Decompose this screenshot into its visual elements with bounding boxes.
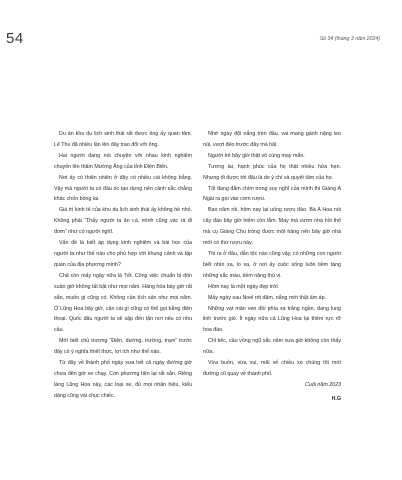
issue-label: Số 34 (tháng 3 năm 2024) bbox=[319, 36, 380, 42]
paragraph: Chả còn mấy ngày nữa là Tết. Công việc chuẩn bị đón xuân giờ không tất bật như mọi năm. Hàng hóa bày giờ rất sẵn, muốn gì cũng có. Không cần tích sản như mọi năm. Ở Lũng Hoa bây giờ, cần cái gì cũng có thể gọi bằng điện thoại. Quốc đâu người ta sẽ sập đến tận nơi nếu có nhu cầu. bbox=[54, 272, 192, 334]
paragraph: Bao năm rồi, hôm nay lại uống rượu đào. Bà A Hoa nói cây đào bây giờ hiếm còn lắm. May mà vườn nhà hồi thổ mà cụ Giàng Chu trồng được một hàng nên bây giờ nhà mới có thứ rượu này. bbox=[203, 207, 341, 247]
left-column bbox=[54, 129, 192, 402]
paragraph: Tối đang đắm chìm trong suy nghĩ của mình thì Giàng A Ngài ra gọi vào cơm rượu. bbox=[203, 185, 341, 203]
paragraph: Những vạt mận ven đồi phía xa trắng ngần, đang lung linh trước gió. Ít ngày nữa cả Lũng Hoa lại thêm rực rỡ hoa đào. bbox=[203, 305, 341, 334]
signature-date: Cuối năm 2023 bbox=[305, 381, 341, 388]
paragraph: Giá trị kinh tế của khu du lịch sinh thái ấy không hề nhỏ. Không phải “Thấy người ta ăn cá, mình cũng vác rá đi đơm” như có người nghĩ. bbox=[54, 207, 192, 236]
paragraph: Thi ra ở đâu, dẫn tộc nào cũng vậy, có những con người biết nhìn xa, lo xa, ở nơi ấy cuộc sống luôn tiềm tàng những sắc màu, tiềm năng thú vị. bbox=[203, 250, 341, 279]
right-column bbox=[203, 129, 341, 405]
signature-author: H.G bbox=[331, 395, 341, 402]
paragraph: Từ đây về thành phố ngày xưa hết cả ngày đường giờ chưa đến giờ xe chạy. Con phương tiện lại rất sẵn. Riêng làng Lũng Hoa này, các loại xe, đủ mọi nhãn hiệu, kiểu dáng cũng vài chục chiếc. bbox=[54, 360, 192, 399]
paragraph: Vấn đề là biết áp dụng kinh nghiệm và bài học của người ta như thế nào cho phù hợp với khung cảnh và tập quán của địa phương mình? bbox=[54, 240, 192, 268]
page-number: 54 bbox=[6, 30, 24, 47]
paragraph: Du án khu du lịch sinh thái rất được ông ấy quan tâm. Lê Thu đã nhiều lần lên đây trao đổi với ông. bbox=[54, 131, 192, 148]
paragraph: Hai người đang nói chuyện với nhau kinh nghiệm chuyến lên thăm Mường Ảng của tỉnh Điện Biên. bbox=[54, 152, 192, 170]
paragraph: Vừa buồn, vừa vui, mãi xế chiều xe chúng tôi mới đường cũ quay về thành phố. bbox=[203, 360, 341, 377]
paragraph: Mới biết chủ trương “Điện, đường, trường, trạm” trước đây có ý nghĩa thiết thực, lợi ích như thế nào. bbox=[54, 338, 192, 356]
paragraph: Mấy ngày sau Noel rét đậm, nắng mới thật ấm áp. bbox=[208, 294, 327, 301]
paragraph: Tương lai, hạnh phúc của họ thật nhiều hứa hẹn. Nhưng đi được tới đâu là do ý chí và quyết tâm của họ. bbox=[203, 163, 341, 181]
paragraph: Nhớ ngày đội nắng trèn đầu, vai mang gánh nặng leo núi, vượt đèo trước đây mà hãi. bbox=[203, 131, 341, 148]
paragraph: Người trẻ bây giờ thật vô cùng may mắn. bbox=[208, 152, 305, 159]
paragraph: Hôm nay là một ngày đẹp trời. bbox=[208, 283, 280, 290]
paragraph: Chỉ tiếc, cầu vồng ngũ sắc năm xưa giờ không còn thấy nữa. bbox=[203, 338, 341, 356]
paragraph: Nơi ấy có thiên nhiên ở đây có nhiều cái không bằng. Vậy mà người ta có đầu óc tạo dựng nên cảnh sắc chẳng khác chốn bồng lai. bbox=[54, 174, 192, 203]
